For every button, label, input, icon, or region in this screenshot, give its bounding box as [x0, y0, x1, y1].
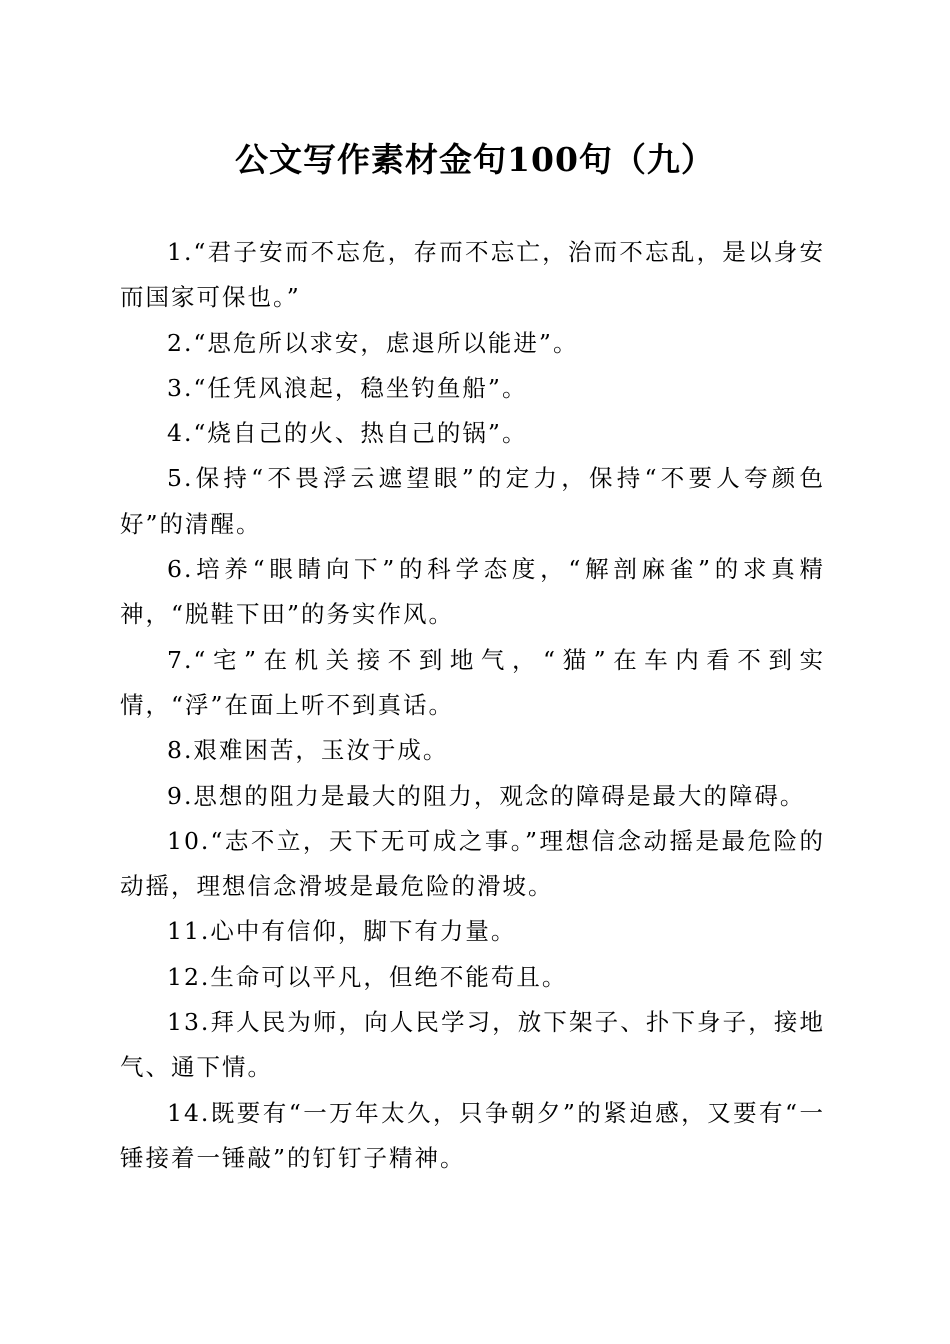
quote-item-6: 6.培养“眼睛向下”的科学态度，“解剖麻雀”的求真精神，“脱鞋下田”的务实作风。: [120, 555, 825, 629]
quote-item-14: 14.既要有“一万年太久，只争朝夕”的紧迫感，又要有“一锤接着一锤敲”的钉钉子精神。: [120, 1098, 825, 1172]
quote-list: [120, 230, 825, 1181]
quote-item-13: 13.拜人民为师，向人民学习，放下架子、扑下身子，接地气、通下情。: [120, 1008, 825, 1082]
quote-item-7: 7.“宅”在机关接不到地气，“猫”在车内看不到实情，“浮”在面上听不到真话。: [120, 645, 825, 719]
document-title: 公文写作素材金句100句（九）: [235, 140, 715, 179]
quote-item-2: 2.“思危所以求安，虑退所以能进”。: [167, 328, 579, 357]
quote-item-4: 4.“烧自己的火、热自己的锅”。: [167, 419, 528, 448]
quote-item-3: 3.“任凭风浪起，稳坐钓鱼船”。: [167, 373, 528, 402]
quote-item-11: 11.心中有信仰，脚下有力量。: [167, 917, 517, 946]
quote-item-10: 10.“志不立，天下无可成之事。”理想信念动摇是最危险的动摇，理想信念滑坡是最危险的滑坡。: [120, 826, 825, 901]
quote-item-12: 12.生命可以平凡，但绝不能苟且。: [167, 962, 568, 991]
quote-item-5: 5.保持“不畏浮云遮望眼”的定力，保持“不要人夸颜色好”的清醒。: [120, 464, 825, 538]
quote-item-9: 9.思想的阻力是最大的阻力，观念的障碍是最大的障碍。: [167, 781, 806, 810]
quote-item-1: 1.“君子安而不忘危，存而不忘亡，治而不忘乱，是以身安而国家可保也。”: [120, 238, 825, 312]
quote-item-8: 8.艰难困苦，玉汝于成。: [167, 736, 449, 765]
